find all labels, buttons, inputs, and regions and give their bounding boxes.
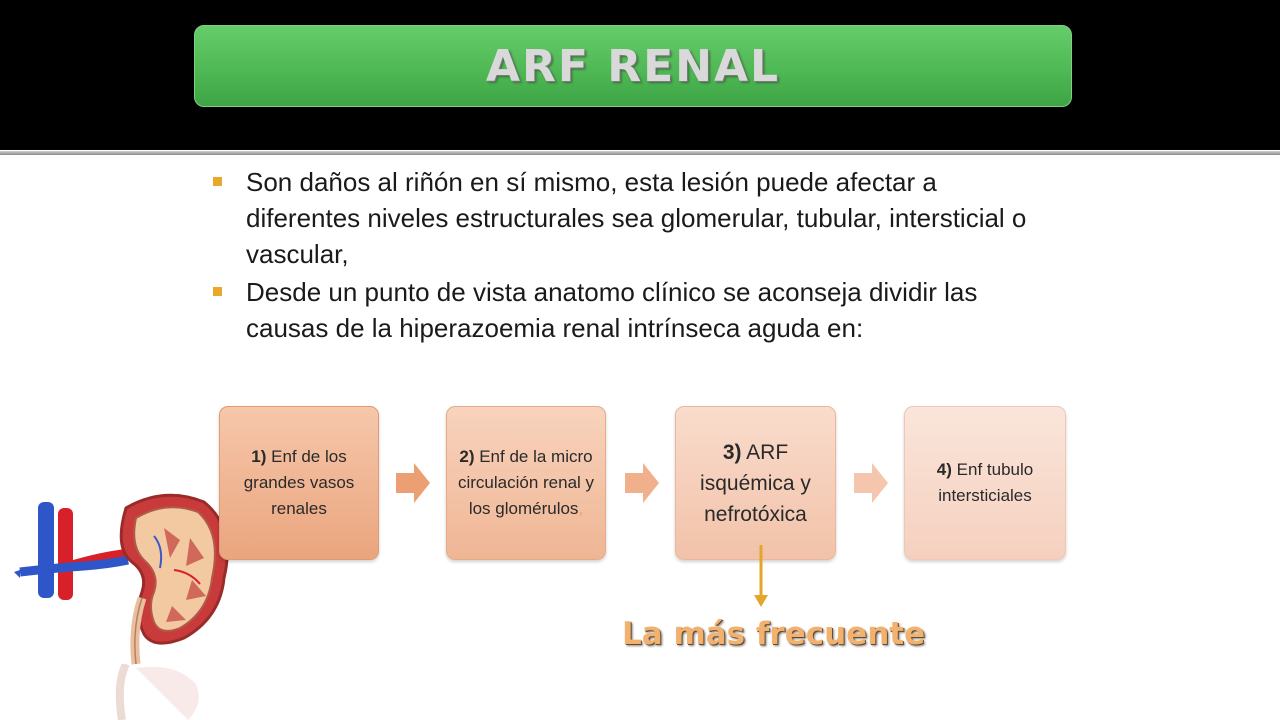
step-label-tail: , [578, 499, 584, 518]
process-step-4 [904, 406, 1066, 560]
step-number: 4) [936, 460, 952, 479]
step-text [455, 444, 597, 522]
slide-title: ARF RENAL [485, 40, 781, 92]
down-arrow-icon [752, 545, 770, 614]
process-step-3 [675, 406, 836, 560]
process-arrow-icon [625, 463, 659, 503]
header-divider [0, 151, 1280, 155]
process-arrow-icon [854, 463, 888, 503]
process-step-1 [219, 406, 379, 560]
title-banner [194, 25, 1072, 107]
bullet-item [213, 164, 1053, 272]
bullet-text: Desde un punto de vista anatomo clínico se aconseja dividir las causas de la hiperazoemia renal intrínseca aguda en: [246, 277, 978, 343]
bullet-list [213, 164, 1053, 348]
step-number: 2) [459, 447, 475, 466]
bullet-square-icon [213, 177, 222, 186]
step-text [684, 437, 827, 530]
step-number: 1) [251, 447, 267, 466]
step-text [913, 457, 1057, 509]
most-frequent-label: La más frecuente [622, 616, 926, 652]
step-number: 3) [722, 440, 742, 464]
step-label: ARF isquémica y nefrotóxica [700, 440, 811, 526]
kidney-reflection [96, 664, 216, 720]
step-label: Enf tubulo intersticiales [938, 460, 1034, 505]
bullet-item [213, 274, 1053, 346]
step-label: Enf de la micro circulación renal y los glomérulos [457, 447, 595, 518]
step-label: Enf de los grandes vasos renales [243, 447, 355, 518]
process-arrow-icon [396, 463, 430, 503]
step-text [228, 444, 370, 522]
bullet-square-icon [213, 287, 222, 296]
bullet-text: Son daños al riñón en sí mismo, esta lesión puede afectar a diferentes niveles estructurales sea glomerular, tubular, intersticial o vascular, [246, 167, 1027, 269]
process-step-2 [446, 406, 606, 560]
kidney-illustration [14, 488, 232, 671]
